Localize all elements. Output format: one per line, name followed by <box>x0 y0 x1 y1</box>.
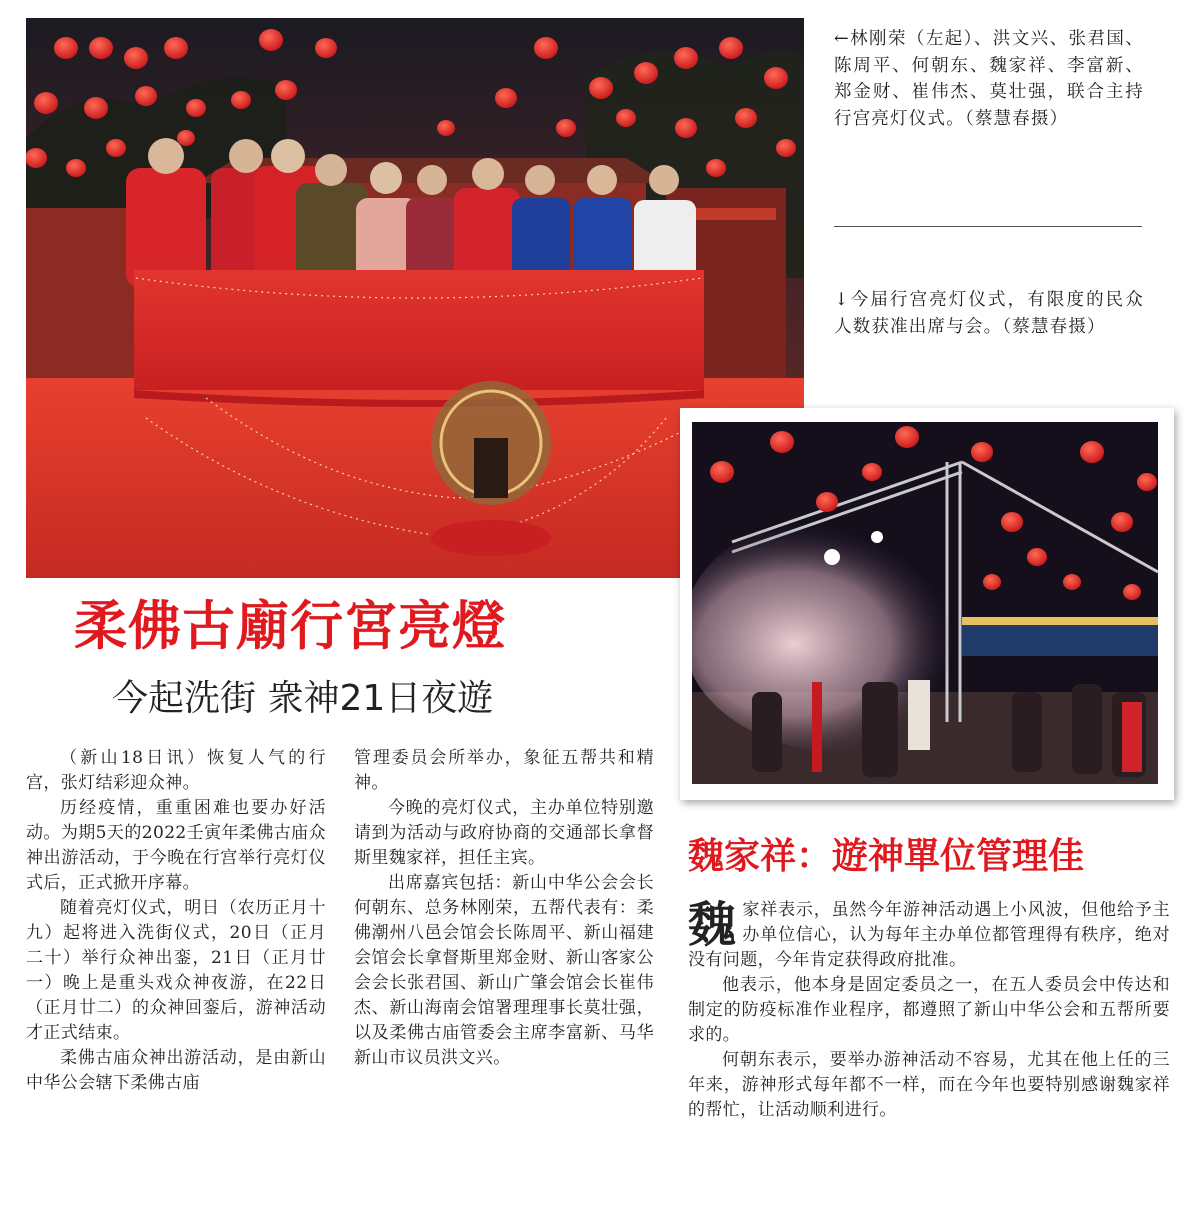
side-article-body <box>688 898 1170 1123</box>
parade-photo <box>692 422 1158 784</box>
article-paragraph: 今晚的亮灯仪式，主办单位特别邀请到为活动与政府协商的交通部长拿督斯里魏家祥，担任主宾。 <box>354 798 654 868</box>
side-article-first-paragraph <box>688 898 1170 973</box>
main-headline: 柔佛古廟行宮亮燈 <box>74 596 506 657</box>
article-paragraph: 柔佛古庙众神出游活动，是由新山中华公会辖下柔佛古庙 <box>26 1048 326 1093</box>
photo2-caption: ↓今届行宫亮灯仪式，有限度的民众人数获准出席与会。（蔡慧春摄） <box>834 290 1144 337</box>
caption-divider <box>834 226 1142 227</box>
article-column-1 <box>26 746 326 1096</box>
parade-photo-frame <box>680 408 1174 800</box>
article-paragraph: 管理委员会所举办，象征五帮共和精神。 <box>354 748 654 793</box>
article-paragraph: 出席嘉宾包括：新山中华公会会长何朝东、总务林刚荣，五帮代表有：柔佛潮州八邑会馆会长陈周平、新山福建会馆会长拿督斯里郑金财、新山客家公会会长张君国、新山广肇会馆会长崔伟杰、新山海南会馆署理理事长莫壮强，以及柔佛古庙管委会主席李富新、马华新山市议员洪文兴。 <box>354 873 654 1068</box>
article-paragraph: 随着亮灯仪式，明日（农历正月十九）起将进入洗街仪式，20日（正月二十）举行众神出銮，21日（正月廿一）晚上是重头戏众神夜游，在22日（正月廿二）的众神回銮后，游神活动才正式结束。 <box>26 898 326 1043</box>
side-article-paragraph: 何朝东表示，要举办游神活动不容易，尤其在他上任的三年来，游神形式每年都不一样，而在今年也要特别感谢魏家祥的帮忙，让活动顺利进行。 <box>688 1050 1170 1120</box>
sub-headline: 今起洗街 衆神21日夜遊 <box>112 678 494 719</box>
side-article-headline: 魏家祥：遊神單位管理佳 <box>688 836 1085 877</box>
dropcap: 魏 <box>688 897 737 953</box>
article-column-2 <box>354 746 654 1071</box>
photo1-caption: ←林刚荣（左起）、洪文兴、张君国、陈周平、何朝东、魏家祥、李富新、郑金财、崔伟杰、莫壮强，联合主持行宫亮灯仪式。（蔡慧春摄） <box>834 29 1144 129</box>
side-article-paragraph: 他表示，他本身是固定委员之一，在五人委员会中传达和制定的防疫标准作业程序，都遵照了新山中华公会和五帮所要求的。 <box>688 975 1170 1045</box>
article-paragraph: （新山18日讯）恢复人气的行宫，张灯结彩迎众神。 <box>26 748 326 793</box>
article-paragraph: 历经疫情，重重困难也要办好活动。为期5天的2022壬寅年柔佛古庙众神出游活动，于今晚在行宫举行亮灯仪式后，正式掀开序幕。 <box>26 798 326 893</box>
side-article-first-text: 家祥表示，虽然今年游神活动遇上小风波，但他给予主办单位信心，认为每年主办单位都管理得有秩序，绝对没有问题，今年肯定获得政府批准。 <box>688 900 1170 970</box>
